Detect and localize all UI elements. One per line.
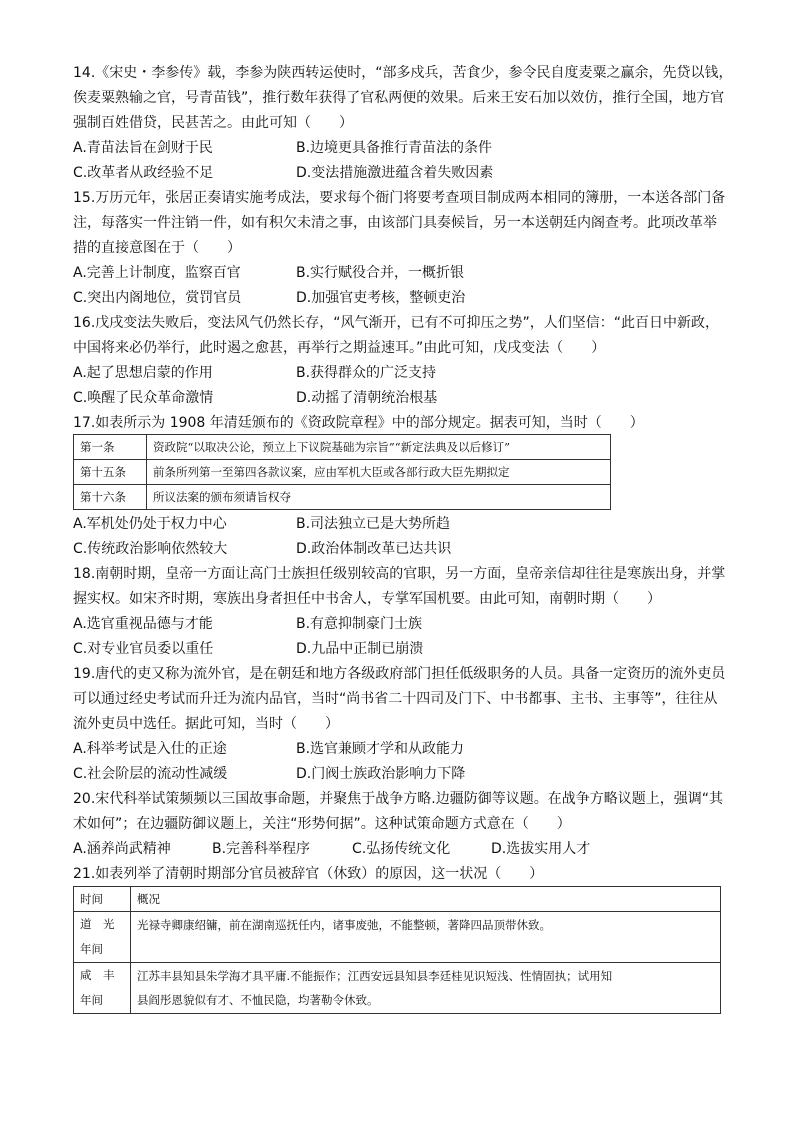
q19-option-c[interactable]: C.社会阶层的流动性减缓 [73, 766, 228, 782]
q16-option-a[interactable]: A.起了思想启蒙的作用 [73, 365, 213, 381]
table-cell-article: 第十六条 [74, 485, 147, 510]
q15-stem-line1: 15.万历元年，张居正奏请实施考成法，要求每个衙门将要考查项目制成两本相同的簿册，一本送各部门备 [73, 190, 726, 206]
q16-option-b[interactable]: B.获得群众的广泛支持 [296, 365, 437, 381]
table-cell-article: 第十五条 [74, 460, 147, 485]
table-cell-content: 所议法案的颁布须请旨权夺 [147, 485, 611, 510]
q16-option-d[interactable]: D.动摇了清朝统治根基 [296, 390, 438, 406]
q15-option-d[interactable]: D.加强官吏考核，整顿吏治 [296, 290, 466, 306]
q15-stem-line2: 注，每落实一件注销一件，如有积欠未清之事，由该部门具奏候旨，另一本送朝廷内阁查考。此项改革举 [73, 215, 717, 231]
q17-stem-line1: 17.如表所示为 1908 年清廷颁布的《资政院章程》中的部分规定。据表可知，当时（ ） [73, 415, 644, 431]
table-cell-content: 资政院“以取决公论，预立上下议院基础为宗旨”“新定法典及以后修订” [147, 435, 611, 460]
table-header-row [74, 887, 721, 912]
q19-option-d[interactable]: D.门阀士族政治影响力下降 [296, 766, 466, 782]
q18-option-d[interactable]: D.九品中正制已崩溃 [296, 641, 424, 657]
q14-option-a[interactable]: A.青苗法旨在剑财于民 [73, 140, 213, 156]
q17-option-c[interactable]: C.传统政治影响依然较大 [73, 541, 228, 557]
q20-stem-line1: 20.宋代科举试策频频以三国故事命题，并聚焦于战争方略.边疆防御等议题。在战争方略议题上，强调“其 [73, 791, 723, 807]
q15-stem-line3: 措的直接意图在于（ ） [73, 240, 241, 256]
table-row [74, 435, 611, 460]
q17-table [73, 434, 611, 510]
q17-option-b[interactable]: B.司法独立已是大势所趋 [296, 516, 451, 532]
q16-option-c[interactable]: C.唤醒了民众革命激情 [73, 390, 214, 406]
table-cell-article: 第一条 [74, 435, 147, 460]
period-line1: 咸 丰 [80, 968, 115, 982]
table-row [74, 912, 721, 963]
q20-option-b[interactable]: B.完善科举程序 [212, 841, 311, 857]
table-cell-summary [131, 963, 721, 1014]
q18-stem-line1: 18.南朝时期，皇帝一方面让高门士族担任级别较高的官职，另一方面，皇帝亲信却往往是寒族出身，并掌 [73, 566, 726, 582]
table-cell-period [74, 963, 131, 1014]
q15-option-a[interactable]: A.完善上计制度，监察百官 [73, 265, 241, 281]
table-cell-period [74, 912, 131, 963]
q18-option-c[interactable]: C.对专业官员委以重任 [73, 641, 214, 657]
table-row [74, 963, 721, 1014]
q20-stem-line2: 术如何”；在边疆防御议题上，关注“形势何据”。这种试策命题方式意在（ ） [73, 816, 571, 832]
q14-option-b[interactable]: B.边境更具备推行青苗法的条件 [296, 140, 493, 156]
q15-option-c[interactable]: C.突出内阁地位，赏罚官员 [73, 290, 242, 306]
q21-table [73, 886, 721, 1014]
q19-stem-line2: 可以通过经史考试而升迁为流内品官，当时“尚书省二十四司及门下、中书都事、主书、主事等”，往往从 [73, 691, 718, 707]
table-header-time: 时间 [74, 887, 131, 912]
q18-option-b[interactable]: B.有意抑制豪门士族 [296, 616, 423, 632]
summary-line1: 江苏丰县知县朱学海才具平庸.不能振作；江西安远县知县李廷桂见识短浅、性情固执；试用知 [137, 969, 613, 983]
table-row [74, 460, 611, 485]
table-cell-summary: 光禄寺卿康绍镛，前在湖南巡抚任内，诸事废弛，不能整顿，著降四品顶带休致。 [131, 912, 721, 963]
q19-stem-line1: 19.唐代的吏又称为流外官，是在朝廷和地方各级政府部门担任低级职务的人员。具备一定资历的流外吏员 [73, 666, 726, 682]
q15-option-b[interactable]: B.实行赋役合并，一概折银 [296, 265, 465, 281]
q14-stem-line2: 俟麦粟熟输之官，号青苗钱”，推行数年获得了官私两便的效果。后来王安石加以效仿，推行全国，地方官 [73, 90, 725, 106]
q19-stem-line3: 流外吏员中选任。据此可知，当时（ ） [73, 716, 339, 732]
table-cell-content: 前条所列第一至第四各款议案，应由军机大臣或各部行政大臣先期拟定 [147, 460, 611, 485]
summary-line2: 县阎彤恩貌似有才、不恤民隐，均著勒令休致。 [137, 993, 379, 1007]
q16-stem-line2: 中国将来必仍举行，此时遏之愈甚，再举行之期益速耳。”由此可知，戊戌变法（ ） [73, 340, 606, 356]
q19-option-b[interactable]: B.选官兼顾才学和从政能力 [296, 741, 465, 757]
q20-option-d[interactable]: D.选拔实用人才 [491, 841, 591, 857]
q19-option-a[interactable]: A.科举考试是入仕的正途 [73, 741, 227, 757]
q14-option-c[interactable]: C.改革者从政经验不足 [73, 165, 214, 181]
q18-stem-line2: 握实权。如宋齐时期，寒族出身者担任中书舍人，专掌军国机要。由此可知，南朝时期（ ） [73, 591, 661, 607]
period-line2: 年间 [80, 993, 103, 1007]
q18-option-a[interactable]: A.选官重视品德与才能 [73, 616, 213, 632]
table-header-summary: 概况 [131, 887, 721, 912]
q17-option-a[interactable]: A.军机处仍处于权力中心 [73, 516, 227, 532]
q14-option-d[interactable]: D.变法措施激进蕴含着失败因素 [296, 165, 494, 181]
q17-option-d[interactable]: D.政治体制改革已达共识 [296, 541, 452, 557]
q16-stem-line1: 16.戊戌变法失败后，变法风气仍然长存，“风气渐开，已有不可抑压之势”，人们坚信：“此百日中新政， [73, 315, 720, 331]
q14-stem-line3: 强制百姓借贷，民甚苦之。由此可知（ ） [73, 115, 353, 131]
q20-option-a[interactable]: A.涵养尚武精神 [73, 841, 171, 857]
table-row [74, 485, 611, 510]
q14-stem-line1: 14.《宋史・李参传》载，李参为陕西转运使时，“部多戍兵，苦食少，参令民自度麦粟之赢余，先贷以钱， [73, 65, 733, 81]
q20-option-c[interactable]: C.弘扬传统文化 [352, 841, 451, 857]
period-line1: 道 光 [80, 917, 115, 931]
period-line2: 年间 [80, 942, 103, 956]
q21-stem-line1: 21.如表列举了清朝时期部分官员被辞官（休致）的原因，这一状况（ ） [73, 866, 544, 882]
